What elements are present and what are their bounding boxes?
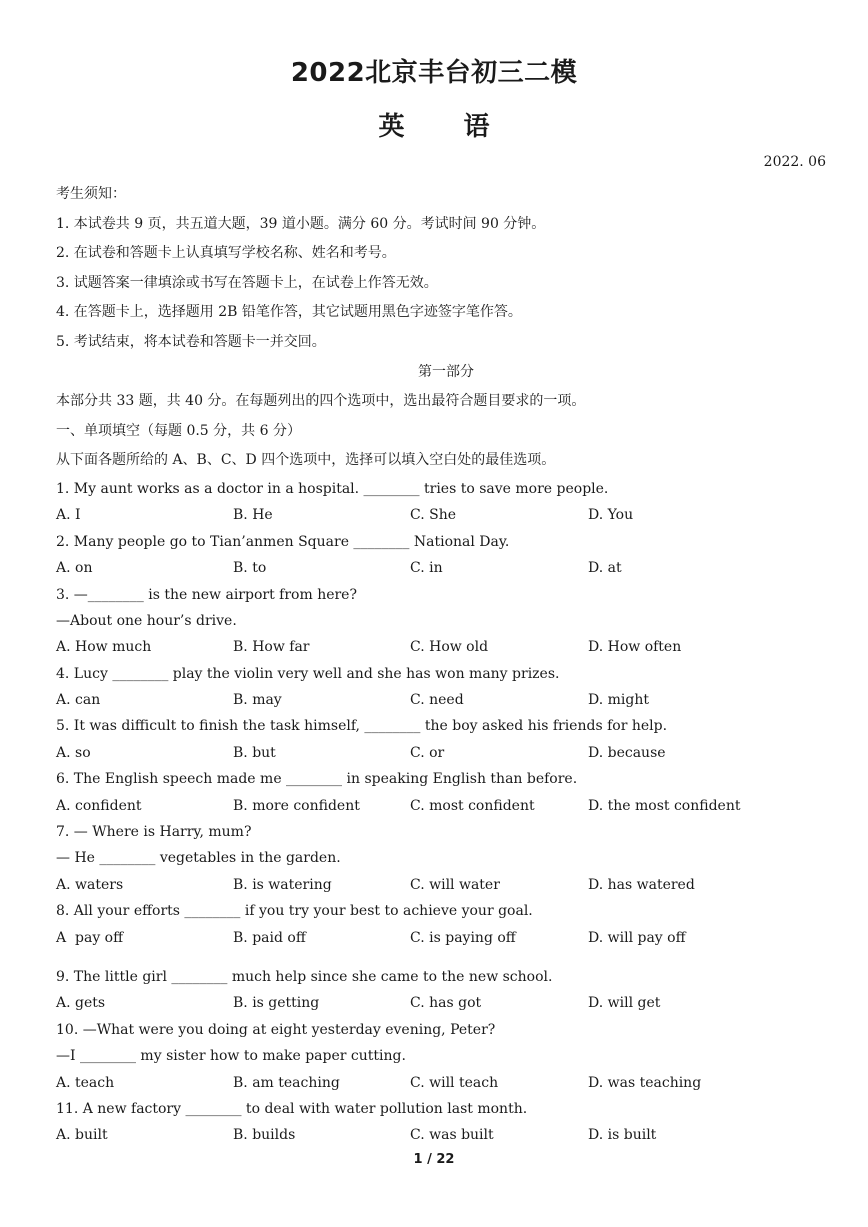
notice-item: 1. 本试卷共 9 页，共五道大题，39 道小题。满分 60 分。考试时间 90 分钟。 [56,215,546,232]
option-c[interactable]: C. How old [410,639,489,656]
option-b[interactable]: B. builds [233,1127,296,1144]
option-a[interactable]: A. so [56,744,91,761]
option-c[interactable]: C. is paying off [410,929,516,946]
question-options [56,1070,836,1096]
option-c[interactable]: C. was built [410,1127,494,1144]
option-d[interactable]: D. because [588,744,666,761]
question-stem: 1. My aunt works as a doctor in a hospital. ________ tries to save more people. [56,480,609,497]
option-b[interactable]: B. may [233,692,282,709]
page-content [56,180,836,1149]
exam-title: 2022北京丰台初三二模 [290,58,578,88]
question-options [56,872,836,898]
option-d[interactable]: D. has watered [588,876,695,893]
option-d[interactable]: D. will pay off [588,929,686,946]
part-intro: 本部分共 33 题，共 40 分。在每题列出的四个选项中，选出最符合题目要求的一项。 [56,393,586,410]
question-stem: 3. —________ is the new airport from here? [56,586,357,603]
exam-date: 2022. 06 [763,154,826,170]
option-d[interactable]: D. might [588,692,649,709]
option-b[interactable]: B. He [233,507,273,524]
section-title: 一、单项填空（每题 0.5 分，共 6 分） [56,422,301,439]
option-a[interactable]: A. can [56,692,101,709]
question-stem: 11. A new factory ________ to deal with water pollution last month. [56,1100,528,1117]
option-a[interactable]: A. How much [56,639,152,656]
option-d[interactable]: D. How often [588,639,682,656]
option-b[interactable]: B. more confident [233,797,360,814]
part-heading: 第一部分 [418,363,474,380]
notice-item: 3. 试题答案一律填涂或书写在答题卡上，在试卷上作答无效。 [56,274,438,291]
option-b[interactable]: B. am teaching [233,1074,340,1091]
option-c[interactable]: C. She [410,507,457,524]
option-b[interactable]: B. paid off [233,929,306,946]
question-stem: 7. — Where is Harry, mum? [56,824,252,841]
option-b[interactable]: B. How far [233,639,310,656]
option-a[interactable]: A. I [56,507,81,524]
option-a[interactable]: A. waters [56,876,124,893]
notice-item: 5. 考试结束，将本试卷和答题卡一并交回。 [56,333,326,350]
option-a[interactable]: A pay off [56,929,124,946]
option-c[interactable]: C. in [410,560,443,577]
question-options [56,925,836,951]
option-d[interactable]: D. the most confident [588,797,741,814]
question-stem: 5. It was difficult to finish the task himself, ________ the boy asked his friends for help. [56,718,668,735]
question-stem: 2. Many people go to Tian’anmen Square ________ National Day. [56,533,510,550]
question-stem: —I ________ my sister how to make paper cutting. [56,1048,406,1065]
question-options [56,990,836,1016]
page-number: 1 / 22 [413,1152,455,1167]
question-options [56,687,836,713]
option-d[interactable]: D. was teaching [588,1074,702,1091]
question-options [56,740,836,766]
option-a[interactable]: A. gets [56,995,106,1012]
option-a[interactable]: A. teach [56,1074,115,1091]
question-options [56,502,836,528]
option-c[interactable]: C. has got [410,995,482,1012]
option-d[interactable]: D. at [588,560,622,577]
option-b[interactable]: B. but [233,744,276,761]
option-a[interactable]: A. on [56,560,93,577]
option-c[interactable]: C. or [410,744,445,761]
option-b[interactable]: B. is getting [233,995,320,1012]
question-options [56,634,836,660]
question-options [56,1122,836,1148]
question-options [56,555,836,581]
notice-item: 2. 在试卷和答题卡上认真填写学校名称、姓名和考号。 [56,245,396,262]
question-stem: 10. —What were you doing at eight yesterday evening, Peter? [56,1021,496,1038]
option-d[interactable]: D. You [588,507,634,524]
option-c[interactable]: C. most confident [410,797,535,814]
question-stem: 4. Lucy ________ play the violin very well and she has won many prizes. [56,665,560,682]
option-b[interactable]: B. is watering [233,876,332,893]
option-c[interactable]: C. will teach [410,1074,499,1091]
question-stem: — He ________ vegetables in the garden. [56,850,341,867]
section-instruction: 从下面各题所给的 A、B、C、D 四个选项中，选择可以填入空白处的最佳选项。 [56,452,556,469]
option-b[interactable]: B. to [233,560,267,577]
notice-heading: 考生须知： [56,186,126,202]
option-c[interactable]: C. will water [410,876,500,893]
subject-title: 英 语 [378,112,490,142]
option-a[interactable]: A. confident [56,797,142,814]
question-stem: 9. The little girl ________ much help since she came to the new school. [56,968,553,985]
question-options [56,793,836,819]
question-stem: 6. The English speech made me ________ in speaking English than before. [56,771,578,788]
option-d[interactable]: D. will get [588,995,661,1012]
option-a[interactable]: A. built [56,1127,108,1144]
notice-item: 4. 在答题卡上，选择题用 2B 铅笔作答，其它试题用黑色字迹签字笔作答。 [56,304,522,321]
option-c[interactable]: C. need [410,692,464,709]
option-d[interactable]: D. is built [588,1127,657,1144]
question-stem: 8. All your efforts ________ if you try your best to achieve your goal. [56,903,533,920]
question-stem: —About one hour’s drive. [56,612,237,629]
